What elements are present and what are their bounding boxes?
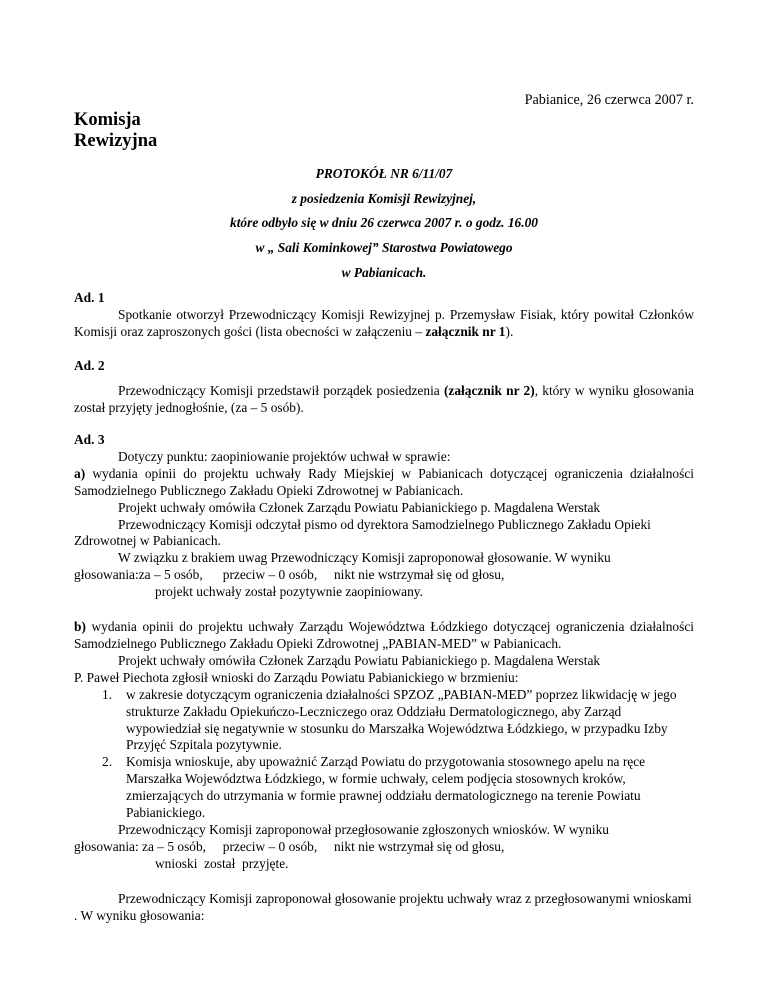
item-a: a) wydania opinii do projektu uchwały Rady Miejskiej w Pabianicach dotyczącej ograniczenia działalności Samodzielnego Publicznego Zakładu Opieki Zdrowotnej w Pabianicach.: [74, 465, 694, 498]
section-ad1: [74, 290, 694, 341]
protocol-subtitle: z posiedzenia Komisji Rewizyjnej,: [291, 190, 477, 206]
list-item: 2. Komisja wnioskuje, aby upoważnić Zarząd Powiatu do przygotowania stosownego apelu na ręce Marszałka Województwa Łódzkiego, w formie uchwały, celem podjęcia stosownych kroków, zmierzających do utrzymania w formie prawnej oddziału dermatologicznego na terenie Powiatu Pabianickiego.: [102, 754, 646, 821]
paragraph: P. Paweł Piechota zgłosił wnioski do Zarządu Powiatu Pabianickiego w brzmieniu:: [74, 669, 519, 685]
section-heading: Ad. 1: [74, 290, 105, 305]
item-b: b) wydania opinii do projektu uchwały Zarządu Województwa Łódzkiego dotyczącej ograniczenia działalności Samodzielnego Publicznego Zakładu Opieki Zdrowotnej „PABIAN-MED” w Pabianicach.: [74, 619, 694, 651]
protocol-location: w „ Sali Kominkowej” Starostwa Powiatowego: [255, 240, 513, 256]
paragraph: Przewodniczący Komisji zaproponował głosowanie projektu uchwały wraz z przegłosowanymi wnioskami . W wyniku głosowania:: [74, 890, 692, 923]
section-heading: Ad. 2: [74, 358, 105, 373]
section-ad3: [74, 432, 694, 924]
paragraph: Przewodniczący Komisji przedstawił porządek posiedzenia (załącznik nr 2), który w wyniku głosowania został przyjęty jednogłośnie, (za – 5 osób).: [74, 382, 694, 415]
vote-line: głosowania:za – 5 osób, przeciw – 0 osób, nikt nie wstrzymał się od głosu,: [74, 567, 505, 583]
protocol-number: PROTOKÓŁ NR 6/11/07: [315, 166, 453, 181]
organization-name-line2: Rewizyjna: [74, 131, 158, 151]
document-date: Pabianice, 26 czerwca 2007 r.: [524, 92, 694, 108]
paragraph: Spotkanie otworzył Przewodniczący Komisji Rewizyjnej p. Przemysław Fisiak, który powitał Członków Komisji oraz zaproszonych gości (lista obecności w załączeniu – załącznik nr 1).: [74, 306, 694, 339]
paragraph: Projekt uchwały omówiła Członek Zarządu Powiatu Pabianickiego p. Magdalena Werstak: [118, 499, 601, 515]
vote-result: projekt uchwały został pozytywnie zaopiniowany.: [155, 584, 423, 600]
vote-line: głosowania: za – 5 osób, przeciw – 0 osób, nikt nie wstrzymał się od głosu,: [74, 838, 505, 854]
section-heading: Ad. 3: [74, 432, 105, 447]
paragraph: Przewodniczący Komisji zaproponował przegłosowanie zgłoszonych wniosków. W wyniku: [118, 821, 609, 837]
motions-list: [74, 687, 694, 822]
protocol-title: [74, 162, 694, 285]
paragraph: Przewodniczący Komisji odczytał pismo od dyrektora Samodzielnego Publicznego Zakładu Opieki Zdrowotnej w Pabianicach.: [74, 516, 651, 549]
paragraph: W związku z brakiem uwag Przewodniczący Komisji zaproponował głosowanie. W wyniku: [118, 550, 611, 566]
organization-name: [74, 110, 157, 152]
protocol-city: w Pabianicach.: [341, 264, 427, 280]
section-ad2: [74, 358, 694, 417]
vote-result: wnioski został przyjęte.: [155, 855, 289, 871]
paragraph: Dotyczy punktu: zaopiniowanie projektów uchwał w sprawie:: [118, 448, 451, 464]
list-item: 1. w zakresie dotyczącym ograniczenia działalności SPZOZ „PABIAN-MED” poprzez likwidację w jego strukturze Zakładu Opiekuńczo-Leczniczego oraz Oddziału Dermatologicznego, aby Zarząd wypowiedział się negatywnie w stosunku do Marszałka Województwa Łódzkiego, w przypadku Izby Przyjęć Szpitala pozytywnie.: [102, 686, 677, 753]
organization-name-line1: Komisja: [74, 110, 141, 130]
paragraph: Projekt uchwały omówiła Członek Zarządu Powiatu Pabianickiego p. Magdalena Werstak: [118, 652, 601, 668]
protocol-datetime: które odbyło się w dniu 26 czerwca 2007 r. o godz. 16.00: [230, 215, 538, 231]
